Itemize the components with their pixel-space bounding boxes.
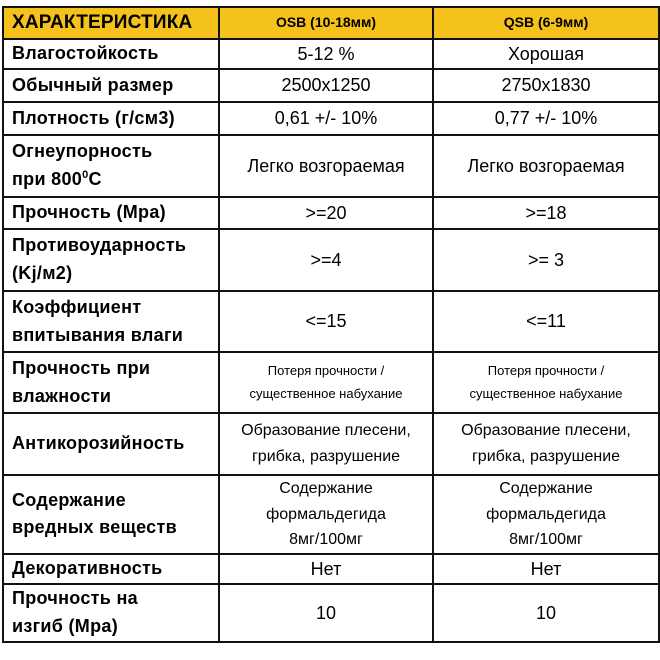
osb-value: <=15 — [219, 291, 433, 352]
table-row — [3, 135, 659, 197]
row-label: Прочность (Mpa) — [3, 197, 219, 229]
row-label — [3, 229, 219, 291]
row-label — [3, 352, 219, 413]
value-line: Содержание — [279, 480, 373, 497]
row-label — [3, 584, 219, 642]
degree-superscript: 0 — [82, 169, 89, 181]
row-label: Антикорозийность — [3, 413, 219, 475]
value-line: Образование плесени, — [461, 422, 631, 440]
osb-value: >=20 — [219, 197, 433, 229]
value-line: существенное набухание — [249, 385, 403, 401]
row-label: Обычный размер — [3, 69, 219, 102]
qsb-value: Нет — [433, 554, 659, 584]
value-line: грибка, разрушение — [471, 448, 621, 465]
row-label-line: влажности — [12, 385, 112, 406]
osb-value: 10 — [219, 584, 433, 642]
osb-value: 2500х1250 — [219, 69, 433, 102]
value-line: существенное набухание — [469, 385, 623, 401]
table-row — [3, 413, 659, 475]
row-label-line: Содержание — [12, 489, 126, 510]
row-label — [3, 291, 219, 352]
row-label-line: (Kj/м2) — [12, 263, 73, 283]
osb-value: >=4 — [219, 229, 433, 291]
row-label-line: Прочность на — [12, 587, 138, 608]
value-line: Образование плесени, — [241, 422, 411, 440]
value-line: 8мг/100мг — [289, 531, 363, 549]
value-line: формальдегида — [266, 505, 386, 523]
row-label-tail: С — [88, 169, 102, 189]
qsb-value: 10 — [433, 584, 659, 642]
qsb-value — [433, 352, 659, 413]
value-line: Потеря прочности / — [267, 362, 385, 378]
table-row — [3, 291, 659, 352]
row-label-line: впитывания влаги — [12, 324, 184, 345]
qsb-value: 0,77 +/- 10% — [433, 102, 659, 135]
row-label: Плотность (г/см3) — [3, 102, 219, 135]
value-line: формальдегида — [486, 505, 606, 523]
row-label-line: Прочность при — [12, 357, 151, 378]
value-line: Потеря прочности / — [487, 362, 605, 378]
row-label: Влагостойкость — [3, 39, 219, 69]
table-row — [3, 197, 659, 229]
table-row — [3, 584, 659, 642]
row-label-line: Огнеупорность — [12, 141, 153, 162]
qsb-value: <=11 — [433, 291, 659, 352]
comparison-table — [2, 6, 660, 643]
row-label-line: при 800 — [12, 169, 83, 189]
qsb-value — [433, 413, 659, 475]
row-label-line: Противоударность — [12, 235, 187, 256]
header-qsb: QSB (6-9мм) — [433, 7, 659, 39]
table-row — [3, 475, 659, 554]
osb-value: 5-12 % — [219, 39, 433, 69]
value-line: Содержание — [499, 480, 593, 497]
table-row — [3, 39, 659, 69]
osb-value: 0,61 +/- 10% — [219, 102, 433, 135]
row-label — [3, 135, 219, 197]
osb-value: Легко возгораемая — [219, 135, 433, 197]
osb-value — [219, 413, 433, 475]
table-row — [3, 102, 659, 135]
header-osb: OSB (10-18мм) — [219, 7, 433, 39]
osb-value: Нет — [219, 554, 433, 584]
qsb-value — [433, 475, 659, 554]
qsb-value: 2750х1830 — [433, 69, 659, 102]
row-label-line: вредных веществ — [12, 517, 177, 538]
value-line: грибка, разрушение — [251, 448, 401, 465]
osb-value — [219, 352, 433, 413]
row-label-line: изгиб (Mpa) — [12, 615, 118, 636]
table-row — [3, 352, 659, 413]
table-row — [3, 69, 659, 102]
table-row — [3, 229, 659, 291]
row-label: Декоративность — [3, 554, 219, 584]
row-label-line: Коэффициент — [12, 296, 142, 317]
table-row — [3, 554, 659, 584]
osb-value — [219, 475, 433, 554]
qsb-value: >=18 — [433, 197, 659, 229]
value-line: 8мг/100мг — [509, 531, 583, 549]
qsb-value: Хорошая — [433, 39, 659, 69]
header-row — [3, 7, 659, 39]
qsb-value: Легко возгораемая — [433, 135, 659, 197]
qsb-value: >= 3 — [433, 229, 659, 291]
row-label — [3, 475, 219, 554]
header-characteristic: ХАРАКТЕРИСТИКА — [3, 7, 219, 39]
